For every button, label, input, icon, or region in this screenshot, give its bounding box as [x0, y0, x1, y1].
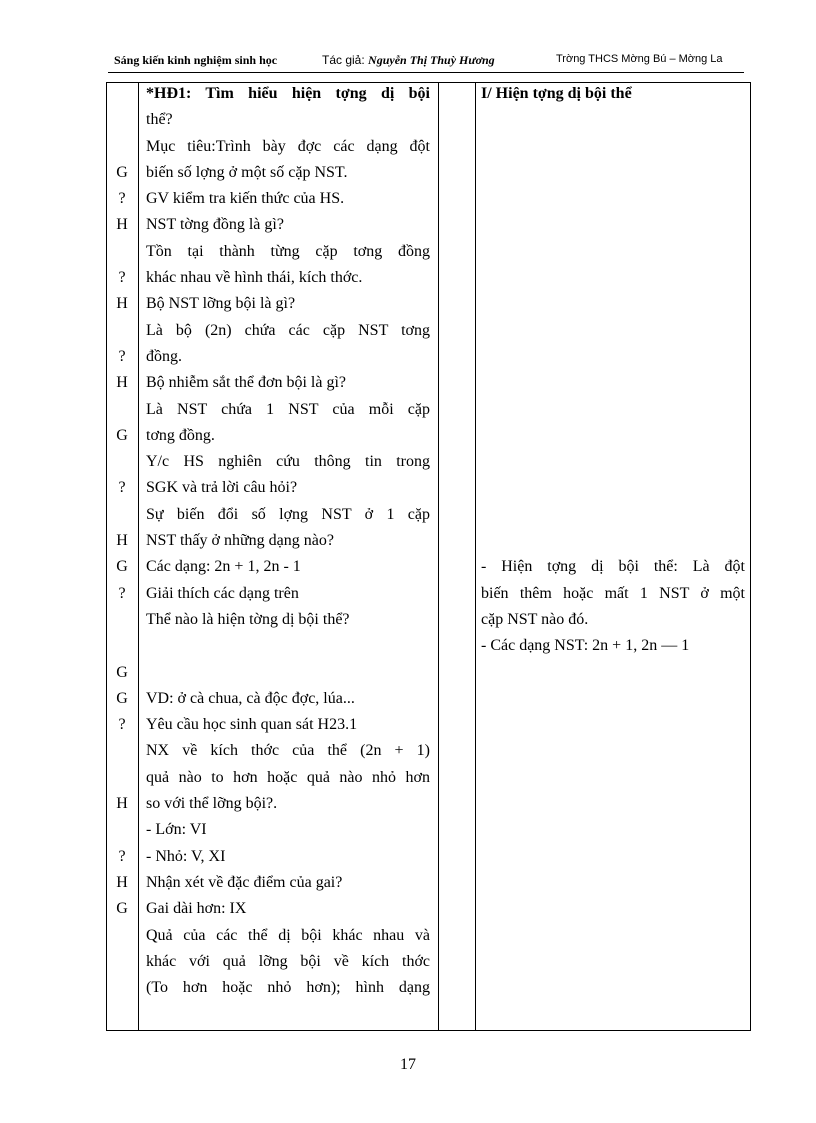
- activity-text: thể?: [146, 111, 173, 129]
- activity-text: tơng đồng.: [146, 426, 215, 444]
- table-row: [106, 687, 751, 713]
- activity-text: Gai dài hơn: IX: [146, 900, 247, 918]
- header-author: [322, 53, 495, 68]
- activity-text: Quả của các thể dị bội khác nhau và: [146, 926, 430, 944]
- activity-text: khác nhau về hình thái, kích thớc.: [146, 269, 363, 287]
- table-row: [106, 582, 751, 608]
- table-row: [106, 713, 751, 739]
- role-marker: G: [116, 558, 128, 576]
- role-marker: H: [116, 374, 128, 392]
- activity-text: SGK và trả lời câu hỏi?: [146, 479, 298, 497]
- content-text: - Hiện tợng dị bội thể: Là đột: [481, 558, 745, 576]
- activity-text: GV kiểm tra kiến thức của HS.: [146, 190, 345, 208]
- role-marker: G: [116, 163, 128, 181]
- table-row: [106, 292, 751, 318]
- header-rule: [108, 72, 744, 73]
- table-row: [106, 555, 751, 581]
- table-row: [106, 503, 751, 529]
- header-school: Trờng THCS Mờng Bú – Mờng La: [556, 53, 723, 65]
- content-text: biến thêm hoặc mất 1 NST ở một: [481, 584, 745, 602]
- table-row: [106, 818, 751, 844]
- table-row: [106, 187, 751, 213]
- activity-text: *HĐ1: Tìm hiểu hiện tợng dị bội: [146, 85, 430, 102]
- role-marker: H: [116, 532, 128, 550]
- table-row: [106, 135, 751, 161]
- content-text: - Các dạng NST: 2n + 1, 2n — 1: [481, 637, 690, 655]
- activity-text: biến số lợng ở một số cặp NST.: [146, 163, 348, 181]
- table-row: [106, 240, 751, 266]
- content-text: cặp NST nào đó.: [481, 610, 589, 628]
- activity-text: so với thể lỡng bội?.: [146, 795, 278, 813]
- activity-text: Y/c HS nghiên cứu thông tin trong: [146, 453, 430, 471]
- role-marker: ?: [118, 479, 126, 497]
- role-marker: ?: [118, 269, 126, 287]
- table-row: [106, 82, 751, 108]
- activity-text: khác với quả lỡng bội về kích thớc: [146, 952, 430, 970]
- table-row: [106, 476, 751, 502]
- role-marker: H: [116, 795, 128, 813]
- role-marker: H: [116, 873, 128, 891]
- activity-text: Giải thích các dạng trên: [146, 584, 299, 602]
- role-marker: ?: [118, 847, 126, 865]
- role-marker: G: [116, 426, 128, 444]
- activity-text: Là NST chứa 1 NST của mỗi cặp: [146, 400, 430, 418]
- role-marker: ?: [118, 584, 126, 602]
- activity-text: Yêu cầu học sinh quan sát H23.1: [146, 716, 358, 734]
- role-marker: ?: [118, 716, 126, 734]
- table-row: [106, 529, 751, 555]
- header-author-name: Nguyễn Thị Thuỳ Hương: [368, 53, 495, 67]
- table-row: [106, 661, 751, 687]
- activity-text: Tồn tại thành từng cặp tơng đồng: [146, 242, 430, 260]
- activity-text: Là bộ (2n) chứa các cặp NST tơng: [146, 321, 430, 339]
- activity-text: - Lớn: VI: [146, 821, 207, 839]
- activity-text: NST thấy ở những dạng nào?: [146, 532, 334, 550]
- table-row: [106, 450, 751, 476]
- table-row: [106, 897, 751, 923]
- table-row: [106, 424, 751, 450]
- activity-text: Bộ nhiễm sắt thể đơn bội là gì?: [146, 374, 346, 392]
- table-row: [106, 845, 751, 871]
- activity-text: Mục tiêu:Trình bày đợc các dạng đột: [146, 137, 430, 155]
- table-row: [106, 608, 751, 634]
- activity-text: Nhận xét về đặc điểm của gai?: [146, 873, 343, 891]
- table-rows: [106, 82, 751, 1002]
- activity-text: đồng.: [146, 347, 182, 365]
- table-row: [106, 213, 751, 239]
- role-marker: G: [116, 689, 128, 707]
- role-marker: H: [116, 216, 128, 234]
- activity-text: NST tờng đồng là gì?: [146, 216, 284, 234]
- activity-text: VD: ở cà chua, cà độc đợc, lúa...: [146, 689, 355, 707]
- role-marker: G: [116, 663, 128, 681]
- role-marker: H: [116, 295, 128, 313]
- table-row: [106, 766, 751, 792]
- activity-text: Bộ NST lỡng bội là gì?: [146, 295, 296, 313]
- table-row: [106, 161, 751, 187]
- role-marker: G: [116, 900, 128, 918]
- activity-text: (To hơn hoặc nhỏ hơn); hình dạng: [146, 979, 430, 997]
- page-number: 17: [400, 1056, 416, 1073]
- table-row: [106, 792, 751, 818]
- activity-text: Sự biến đổi số lợng NST ở 1 cặp: [146, 505, 430, 523]
- table-row: [106, 108, 751, 134]
- table-row: [106, 976, 751, 1002]
- activity-text: - Nhỏ: V, XI: [146, 847, 226, 865]
- header-author-label: Tác giả:: [322, 53, 365, 67]
- activity-text: Thể nào là hiện tờng dị bội thể?: [146, 610, 350, 628]
- table-row: [106, 345, 751, 371]
- activity-text: NX về kích thớc của thể (2n + 1): [146, 742, 430, 760]
- table-row: [106, 319, 751, 345]
- header-title: Sáng kiến kinh nghiệm sinh học: [114, 53, 278, 67]
- table-row: [106, 634, 751, 660]
- table-row: [106, 950, 751, 976]
- table-row: [106, 398, 751, 424]
- activity-text: quả nào to hơn hoặc quả nào nhỏ hơn: [146, 768, 430, 786]
- table-row: [106, 371, 751, 397]
- activity-text: Các dạng: 2n + 1, 2n - 1: [146, 558, 301, 576]
- role-marker: ?: [118, 190, 126, 208]
- table-row: [106, 266, 751, 292]
- table-row: [106, 924, 751, 950]
- table-row: [106, 739, 751, 765]
- page-header: [108, 50, 744, 72]
- role-marker: ?: [118, 347, 126, 365]
- table-row: [106, 871, 751, 897]
- content-text: I/ Hiện tợng dị bội thể: [481, 85, 632, 102]
